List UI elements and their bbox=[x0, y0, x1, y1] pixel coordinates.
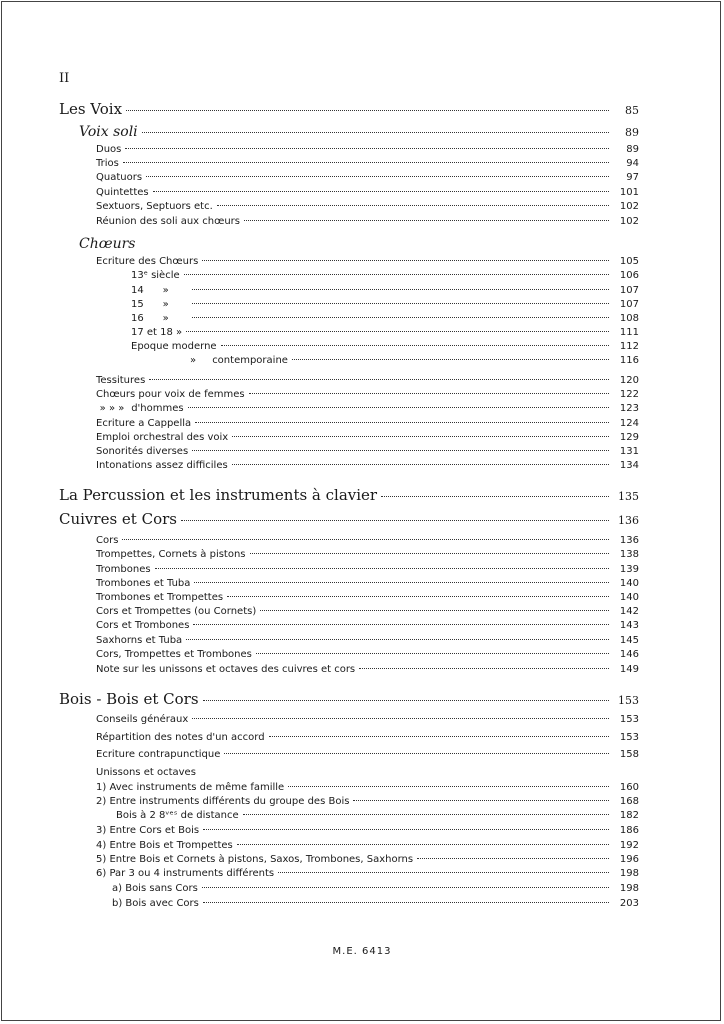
toc-entry-text: Répartition des notes d'un accord bbox=[96, 732, 265, 743]
toc-entry bbox=[96, 172, 639, 183]
toc-entry-text: 17 et 18 » bbox=[131, 327, 183, 338]
toc-entry-label bbox=[96, 158, 119, 169]
toc-entry-text: Bois - Bois et Cors bbox=[59, 690, 199, 708]
toc-entry bbox=[79, 124, 639, 140]
ditto-mark: » » » bbox=[99, 403, 125, 414]
toc-entry-page: 116 bbox=[619, 355, 639, 366]
toc-entry-label bbox=[96, 144, 121, 155]
toc-entry bbox=[96, 418, 639, 429]
dot-leader bbox=[244, 220, 609, 221]
toc-entry-label bbox=[96, 635, 182, 646]
toc-entry-page: 143 bbox=[619, 620, 639, 631]
dot-leader bbox=[250, 553, 609, 554]
toc-entry-text: Ecriture a Cappella bbox=[96, 418, 192, 429]
toc-entry-label bbox=[96, 782, 284, 793]
toc-entry-text: contemporaine bbox=[212, 355, 288, 366]
toc-entry bbox=[96, 460, 639, 471]
toc-entry bbox=[96, 664, 639, 675]
toc-entry-page: 160 bbox=[619, 782, 639, 793]
toc-entry bbox=[96, 432, 639, 443]
dot-leader bbox=[195, 422, 609, 423]
toc-entry-text: Sonorités diverses bbox=[96, 446, 189, 457]
dot-leader bbox=[227, 596, 609, 597]
toc-entry bbox=[131, 270, 639, 281]
toc-entry-label bbox=[96, 578, 190, 589]
toc-entry bbox=[96, 767, 196, 778]
dot-leader bbox=[278, 872, 609, 873]
toc-entry-label bbox=[96, 825, 199, 836]
toc-entry-page: 186 bbox=[619, 825, 639, 836]
toc-entry-label bbox=[96, 620, 189, 631]
dot-leader bbox=[288, 786, 609, 787]
toc-entry-label bbox=[96, 767, 196, 778]
toc-entry-page: 149 bbox=[619, 664, 639, 675]
toc-entry bbox=[96, 782, 639, 793]
toc-entry-page: 102 bbox=[619, 216, 639, 227]
toc-entry-page: 136 bbox=[618, 514, 639, 527]
toc-entry bbox=[96, 446, 639, 457]
toc-entry-text: Cuivres et Cors bbox=[59, 510, 177, 528]
toc-entry-page: 135 bbox=[618, 490, 639, 503]
toc-entry-page: 196 bbox=[619, 854, 639, 865]
toc-entry-label bbox=[96, 389, 245, 400]
dot-leader bbox=[381, 496, 609, 497]
toc-entry bbox=[131, 313, 639, 324]
dot-leader bbox=[149, 379, 609, 380]
toc-entry-text: Trombones et Tuba bbox=[96, 578, 191, 589]
toc-entry-text: 16 bbox=[131, 313, 144, 324]
toc-entry-label bbox=[96, 749, 220, 760]
ditto-mark: » bbox=[162, 285, 169, 296]
toc-entry-label bbox=[96, 606, 256, 617]
toc-entry-label bbox=[131, 270, 180, 281]
toc-entry bbox=[112, 883, 639, 894]
toc-entry-page: 122 bbox=[619, 389, 639, 400]
toc-entry-text: Sextuors, Septuors etc. bbox=[96, 201, 213, 212]
toc-entry-page: 102 bbox=[619, 201, 639, 212]
dot-leader bbox=[193, 624, 609, 625]
toc-entry bbox=[96, 535, 639, 546]
toc-entry bbox=[96, 578, 639, 589]
toc-entry-text: d'hommes bbox=[131, 403, 184, 414]
toc-entry-text: Duos bbox=[96, 144, 122, 155]
toc-entry-label bbox=[96, 714, 188, 725]
toc-entry-text: Cors et Trompettes (ou Cornets) bbox=[96, 606, 257, 617]
toc-entry-page: 140 bbox=[619, 592, 639, 603]
toc-entry-text: Emploi orchestral des voix bbox=[96, 432, 229, 443]
ditto-mark: » bbox=[162, 299, 169, 310]
toc-entry-page: 106 bbox=[619, 270, 639, 281]
toc-entry bbox=[131, 285, 639, 296]
toc-entry-page: 134 bbox=[619, 460, 639, 471]
toc-entry-label bbox=[79, 236, 135, 252]
toc-entry-page: 146 bbox=[619, 649, 639, 660]
toc-entry-label bbox=[112, 883, 198, 894]
dot-leader bbox=[153, 191, 609, 192]
toc-entry-page: 120 bbox=[619, 375, 639, 386]
dot-leader bbox=[194, 582, 609, 583]
dot-leader bbox=[292, 359, 609, 360]
toc-entry-label bbox=[131, 313, 188, 324]
toc-entry bbox=[59, 510, 639, 528]
toc-entry bbox=[131, 299, 639, 310]
toc-entry-text: Epoque moderne bbox=[131, 341, 217, 352]
toc-entry bbox=[116, 810, 639, 821]
toc-entry-label bbox=[96, 446, 188, 457]
toc-entry-label bbox=[59, 486, 377, 504]
toc-entry bbox=[131, 327, 639, 338]
toc-entry-page: 124 bbox=[619, 418, 639, 429]
toc-entry-label bbox=[96, 732, 265, 743]
toc-entry-text: 3) Entre Cors et Bois bbox=[96, 825, 200, 836]
toc-entry-label bbox=[96, 418, 191, 429]
toc-entry bbox=[59, 486, 639, 504]
toc-entry-text: Saxhorns et Tuba bbox=[96, 635, 183, 646]
toc-entry-label bbox=[96, 868, 274, 879]
toc-entry bbox=[96, 158, 639, 169]
toc-entry-page: 140 bbox=[619, 578, 639, 589]
toc-entry-page: 142 bbox=[619, 606, 639, 617]
dot-leader bbox=[269, 736, 609, 737]
toc-entry bbox=[96, 144, 639, 155]
toc-entry-page: 145 bbox=[619, 635, 639, 646]
dot-leader bbox=[181, 520, 609, 521]
page-number: II bbox=[59, 71, 70, 86]
toc-entry-page: 94 bbox=[626, 158, 639, 169]
toc-entry-text: b) Bois avec Cors bbox=[112, 898, 199, 909]
toc-entry-label bbox=[96, 403, 184, 414]
dot-leader bbox=[237, 844, 609, 845]
toc-entry-page: 108 bbox=[619, 313, 639, 324]
toc-entry-page: 129 bbox=[619, 432, 639, 443]
toc-entry-page: 97 bbox=[626, 172, 639, 183]
dot-leader bbox=[353, 800, 609, 801]
toc-entry-label bbox=[96, 460, 228, 471]
toc-entry bbox=[59, 690, 639, 708]
toc-entry-page: 85 bbox=[625, 104, 639, 117]
toc-entry-label bbox=[59, 510, 177, 528]
toc-entry bbox=[96, 606, 639, 617]
footer-catalog-number: M.E. 6413 bbox=[332, 946, 392, 957]
dot-leader bbox=[142, 132, 609, 133]
dot-leader bbox=[123, 162, 609, 163]
toc-entry-page: 107 bbox=[619, 299, 639, 310]
toc-entry bbox=[96, 403, 639, 414]
dot-leader bbox=[203, 829, 609, 830]
toc-entry-label bbox=[96, 796, 349, 807]
toc-entry bbox=[96, 649, 639, 660]
toc-entry-label bbox=[96, 172, 142, 183]
toc-entry-text: Ecriture des Chœurs bbox=[96, 256, 199, 267]
toc-entry-text: Conseils généraux bbox=[96, 714, 189, 725]
dot-leader bbox=[417, 858, 609, 859]
toc-entry-page: 89 bbox=[626, 144, 639, 155]
toc-entry-text: 4) Entre Bois et Trompettes bbox=[96, 840, 233, 851]
toc-entry-label bbox=[131, 341, 217, 352]
toc-entry-text: a) Bois sans Cors bbox=[112, 883, 198, 894]
toc-entry-text: Voix soli bbox=[79, 124, 138, 140]
toc-entry-label bbox=[96, 592, 223, 603]
toc-entry-text: Quatuors bbox=[96, 172, 143, 183]
toc-entry bbox=[59, 100, 639, 118]
dot-leader bbox=[203, 700, 609, 701]
toc-entry-text: Chœurs pour voix de femmes bbox=[96, 389, 245, 400]
toc-entry-label bbox=[96, 201, 213, 212]
toc-entry-page: 138 bbox=[619, 549, 639, 560]
toc-entry-text: 6) Par 3 ou 4 instruments différents bbox=[96, 868, 275, 879]
toc-entry-label bbox=[131, 285, 188, 296]
toc-entry-label bbox=[96, 854, 413, 865]
toc-entry-page: 107 bbox=[619, 285, 639, 296]
toc-entry-label bbox=[59, 690, 199, 708]
dot-leader bbox=[203, 902, 609, 903]
toc-entry-text: Réunion des soli aux chœurs bbox=[96, 216, 240, 227]
toc-entry bbox=[96, 732, 639, 743]
toc-entry-label bbox=[96, 375, 145, 386]
toc-entry bbox=[96, 564, 639, 575]
toc-entry bbox=[96, 216, 639, 227]
dot-leader bbox=[188, 407, 609, 408]
toc-entry-label bbox=[96, 649, 252, 660]
dot-leader bbox=[202, 887, 609, 888]
toc-entry-page: 198 bbox=[619, 868, 639, 879]
toc-entry bbox=[96, 825, 639, 836]
toc-entry bbox=[96, 256, 639, 267]
dot-leader bbox=[260, 610, 609, 611]
toc-entry-page: 136 bbox=[619, 535, 639, 546]
toc-entry-text: 2) Entre instruments différents du groupe des Bois bbox=[96, 796, 350, 807]
toc-entry-page: 111 bbox=[619, 327, 639, 338]
dot-leader bbox=[221, 345, 609, 346]
toc-entry bbox=[96, 635, 639, 646]
toc-entry-text: Trombones bbox=[96, 564, 151, 575]
toc-entry bbox=[96, 840, 639, 851]
toc-entry-label bbox=[96, 549, 246, 560]
toc-entry bbox=[96, 796, 639, 807]
toc-entry-page: 89 bbox=[625, 126, 639, 139]
toc-entry-page: 198 bbox=[619, 883, 639, 894]
toc-entry-page: 153 bbox=[618, 694, 639, 707]
dot-leader bbox=[192, 450, 609, 451]
toc-entry-text: Intonations assez difficiles bbox=[96, 460, 228, 471]
dot-leader bbox=[184, 274, 609, 275]
toc-entry-label bbox=[112, 898, 199, 909]
toc-entry-page: 168 bbox=[619, 796, 639, 807]
toc-entry-label bbox=[59, 100, 122, 118]
toc-entry bbox=[96, 592, 639, 603]
dot-leader bbox=[359, 668, 609, 669]
toc-entry-page: 123 bbox=[619, 403, 639, 414]
toc-entry bbox=[177, 355, 639, 366]
ditto-mark: » bbox=[189, 355, 197, 366]
toc-entry-text: Quintettes bbox=[96, 187, 149, 198]
toc-entry-page: 131 bbox=[619, 446, 639, 457]
toc-entry-page: 153 bbox=[619, 714, 639, 725]
toc-entry-text: Note sur les unissons et octaves des cuivres et cors bbox=[96, 664, 356, 675]
dot-leader bbox=[232, 464, 609, 465]
toc-entry-text: Les Voix bbox=[59, 100, 123, 118]
dot-leader bbox=[224, 753, 609, 754]
toc-entry-label bbox=[96, 187, 149, 198]
toc-entry-text: Cors et Trombones bbox=[96, 620, 190, 631]
toc-entry-page: 153 bbox=[619, 732, 639, 743]
toc-entry-label bbox=[131, 299, 188, 310]
dot-leader bbox=[186, 331, 609, 332]
toc-entry bbox=[96, 749, 639, 760]
toc-entry-text: Cors bbox=[96, 535, 119, 546]
dot-leader bbox=[192, 289, 609, 290]
toc-entry bbox=[79, 236, 135, 252]
toc-entry-page: 158 bbox=[619, 749, 639, 760]
toc-entry-text: 1) Avec instruments de même famille bbox=[96, 782, 285, 793]
toc-entry-label bbox=[96, 535, 118, 546]
toc-entry bbox=[96, 187, 639, 198]
toc-entry bbox=[96, 620, 639, 631]
toc-entry-page: 105 bbox=[619, 256, 639, 267]
toc-entry bbox=[96, 868, 639, 879]
toc-entry bbox=[112, 898, 639, 909]
dot-leader bbox=[202, 260, 609, 261]
dot-leader bbox=[186, 639, 609, 640]
dot-leader bbox=[256, 653, 609, 654]
toc-entry-label bbox=[96, 564, 151, 575]
toc-entry-label bbox=[96, 256, 198, 267]
toc-entry-text: 15 bbox=[131, 299, 144, 310]
toc-entry bbox=[96, 201, 639, 212]
dot-leader bbox=[217, 205, 609, 206]
toc-entry-label bbox=[177, 355, 288, 366]
dot-leader bbox=[192, 317, 609, 318]
toc-entry bbox=[131, 341, 639, 352]
dot-leader bbox=[125, 148, 609, 149]
toc-entry-page: 192 bbox=[619, 840, 639, 851]
toc-entry-text: La Percussion et les instruments à clavier bbox=[59, 486, 378, 504]
dot-leader bbox=[155, 568, 609, 569]
toc-entry-page: 139 bbox=[619, 564, 639, 575]
toc-entry-text: 14 bbox=[131, 285, 144, 296]
toc-entry-text: Unissons et octaves bbox=[96, 767, 196, 778]
toc-entry-text: 5) Entre Bois et Cornets à pistons, Saxos, Trombones, Saxhorns bbox=[96, 854, 414, 865]
dot-leader bbox=[249, 393, 609, 394]
toc-entry bbox=[96, 375, 639, 386]
toc-entry-text: Bois à 2 8ᵛᵉˢ de distance bbox=[116, 810, 239, 821]
toc-entry-page: 182 bbox=[619, 810, 639, 821]
toc-entry-label bbox=[79, 124, 138, 140]
toc-entry-text: Trompettes, Cornets à pistons bbox=[96, 549, 246, 560]
toc-entry-page: 203 bbox=[619, 898, 639, 909]
toc-entry-page: 101 bbox=[619, 187, 639, 198]
dot-leader bbox=[192, 303, 609, 304]
toc-entry-text: Tessitures bbox=[96, 375, 146, 386]
dot-leader bbox=[243, 814, 609, 815]
toc-entry-text: Cors, Trompettes et Trombones bbox=[96, 649, 252, 660]
toc-entry-label bbox=[131, 327, 182, 338]
ditto-mark: » bbox=[162, 313, 169, 324]
toc-entry bbox=[96, 714, 639, 725]
dot-leader bbox=[146, 176, 609, 177]
toc-entry-label bbox=[96, 664, 355, 675]
toc-entry-text: Ecriture contrapunctique bbox=[96, 749, 221, 760]
dot-leader bbox=[232, 436, 609, 437]
toc-entry-label bbox=[96, 840, 233, 851]
toc-entry bbox=[96, 854, 639, 865]
toc-entry-text: Trios bbox=[96, 158, 119, 169]
toc-entry bbox=[96, 389, 639, 400]
toc-entry-label bbox=[116, 810, 239, 821]
toc-entry-text: Chœurs bbox=[79, 236, 136, 252]
toc-entry-text: 13ᵉ siècle bbox=[131, 270, 180, 281]
dot-leader bbox=[126, 110, 609, 111]
dot-leader bbox=[192, 718, 609, 719]
dot-leader bbox=[122, 539, 609, 540]
toc-entry-label bbox=[96, 216, 240, 227]
toc-entry-label bbox=[96, 432, 228, 443]
toc-entry-text: Trombones et Trompettes bbox=[96, 592, 224, 603]
toc-entry-page: 112 bbox=[619, 341, 639, 352]
toc-entry bbox=[96, 549, 639, 560]
